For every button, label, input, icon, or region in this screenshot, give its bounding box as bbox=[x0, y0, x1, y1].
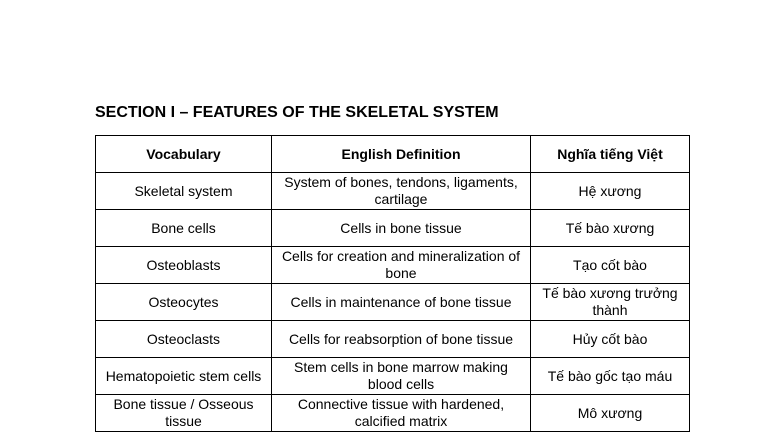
table-row bbox=[96, 358, 690, 395]
definition-cell: System of bones, tendons, ligaments, cartilage bbox=[272, 173, 531, 210]
definition-cell: Stem cells in bone marrow making blood cells bbox=[272, 358, 531, 395]
vocabulary-table bbox=[95, 135, 690, 432]
table-row bbox=[96, 284, 690, 321]
table-row bbox=[96, 173, 690, 210]
header-vietnamese-meaning: Nghĩa tiếng Việt bbox=[531, 136, 690, 173]
table-row bbox=[96, 395, 690, 432]
vietnamese-cell: Tế bào xương trưởng thành bbox=[531, 284, 690, 321]
vocabulary-cell: Hematopoietic stem cells bbox=[96, 358, 272, 395]
table-row bbox=[96, 210, 690, 247]
header-vocabulary: Vocabulary bbox=[96, 136, 272, 173]
vietnamese-cell: Tạo cốt bào bbox=[531, 247, 690, 284]
vietnamese-cell: Hủy cốt bào bbox=[531, 321, 690, 358]
definition-cell: Cells for creation and mineralization of bone bbox=[272, 247, 531, 284]
vietnamese-cell: Tế bào gốc tạo máu bbox=[531, 358, 690, 395]
vietnamese-cell: Mô xương bbox=[531, 395, 690, 432]
vocabulary-cell: Osteocytes bbox=[96, 284, 272, 321]
vocabulary-cell: Skeletal system bbox=[96, 173, 272, 210]
vocabulary-cell: Osteoclasts bbox=[96, 321, 272, 358]
definition-cell: Cells in maintenance of bone tissue bbox=[272, 284, 531, 321]
definition-cell: Cells in bone tissue bbox=[272, 210, 531, 247]
vocabulary-cell: Osteoblasts bbox=[96, 247, 272, 284]
vocabulary-cell: Bone tissue / Osseous tissue bbox=[96, 395, 272, 432]
vocabulary-cell: Bone cells bbox=[96, 210, 272, 247]
table-header-row bbox=[96, 136, 690, 173]
definition-cell: Cells for reabsorption of bone tissue bbox=[272, 321, 531, 358]
table-row bbox=[96, 321, 690, 358]
vietnamese-cell: Tế bào xương bbox=[531, 210, 690, 247]
section-title: SECTION I – FEATURES OF THE SKELETAL SYSTEM bbox=[95, 104, 499, 121]
header-english-definition: English Definition bbox=[272, 136, 531, 173]
vietnamese-cell: Hệ xương bbox=[531, 173, 690, 210]
table-row bbox=[96, 247, 690, 284]
definition-cell: Connective tissue with hardened, calcified matrix bbox=[272, 395, 531, 432]
